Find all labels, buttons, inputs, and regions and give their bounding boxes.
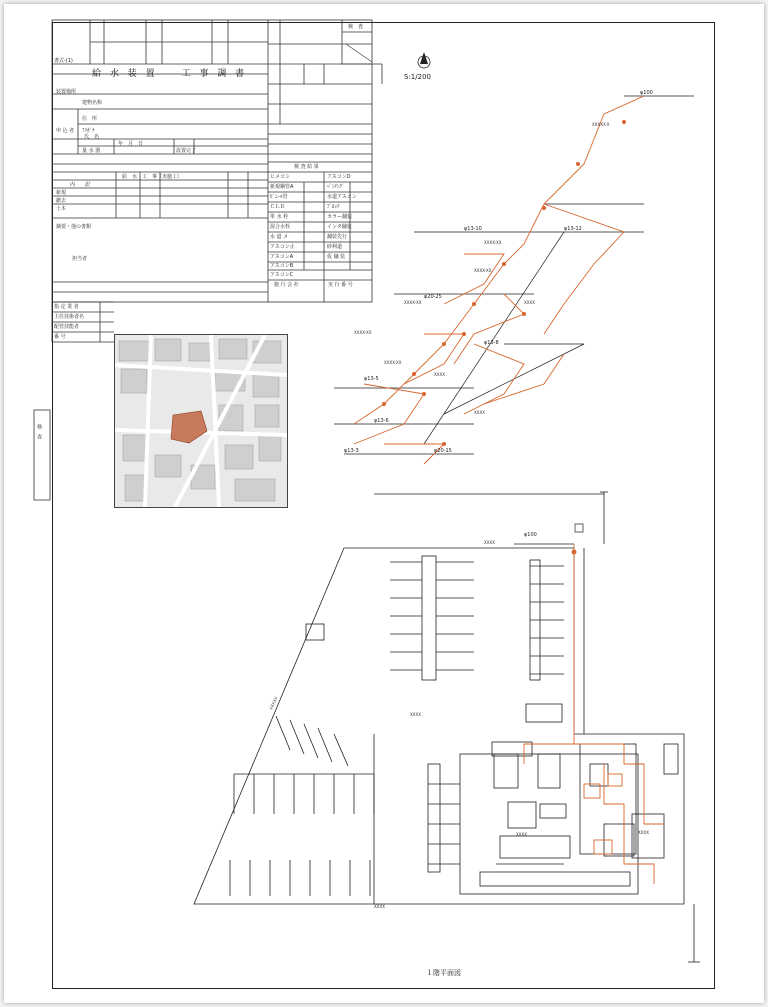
- material-item-right: 舗装先行: [327, 234, 348, 240]
- svg-text:XXXXX-X: XXXXX-X: [592, 122, 610, 127]
- floor-plan: [4, 4, 764, 1003]
- material-item-right: インタ舗装: [327, 224, 352, 230]
- label-installation-site: 装置場所: [56, 89, 77, 95]
- iso-label: φ13-10: [464, 226, 482, 232]
- stamp-label: 検 査: [36, 424, 42, 439]
- material-item: 新規鋼管A: [270, 184, 294, 190]
- svg-text:XXXX: XXXX: [434, 372, 445, 377]
- material-item-right: カラー舗装: [327, 214, 353, 220]
- iso-label: φ20-15: [434, 448, 452, 454]
- label-building-name: 建物名称: [82, 100, 103, 106]
- material-item-right: 水道アスコン: [327, 194, 357, 200]
- label-remarks: 摘要・他の書類: [56, 224, 92, 230]
- svg-text:XXXX: XXXX: [524, 300, 535, 305]
- svg-text:XXXX: XXXX: [484, 540, 495, 545]
- material-item-right: 仮 舗 装: [327, 254, 346, 260]
- iso-label: φ13-3: [344, 448, 359, 454]
- svg-text:XXXXX: XXXXX: [268, 695, 279, 711]
- document-sheet: [4, 4, 764, 1003]
- label-civil: 土木: [56, 206, 67, 212]
- label-supply-work: 給 水 工 事（実施工）: [122, 174, 183, 180]
- label-new: 新規: [56, 190, 67, 196]
- material-item: 単 水 栓: [270, 214, 289, 220]
- material-item: ﾋﾞﾆｰﾙ管: [270, 194, 288, 200]
- label-inspector: 担当者: [72, 256, 88, 262]
- iso-label: φ20-25: [424, 294, 442, 300]
- svg-text:XXXX: XXXX: [474, 410, 485, 415]
- material-item: ＣＬＢ: [270, 204, 286, 210]
- label-inspection: 検 査 結 果: [294, 164, 319, 170]
- material-item-right: ﾌﾞﾛｯｸ: [327, 204, 340, 210]
- material-item: 混合水栓: [270, 224, 291, 230]
- material-item: アスコン止: [270, 244, 295, 250]
- label-applicant: 申 込 者: [56, 128, 75, 134]
- label-name-kana: ﾌﾘｶﾞﾅ: [82, 128, 95, 134]
- label-removal: 撤去: [56, 198, 67, 204]
- hose-icon: [575, 524, 583, 532]
- pipe-main-label: φ100: [640, 90, 653, 96]
- svg-text:XXXX-XX: XXXX-XX: [354, 330, 372, 335]
- bottom-label: 実 行 番 号: [328, 282, 353, 288]
- svg-text:XXXX: XXXX: [638, 830, 649, 835]
- label-chief: 主任技術者名: [54, 314, 85, 320]
- material-item-right: アスコンD: [327, 174, 351, 180]
- material-item: アスコンC: [270, 272, 294, 278]
- material-item: アスコンA: [270, 254, 294, 260]
- iso-label: φ13-6: [374, 418, 389, 424]
- svg-text:XXXX-XX: XXXX-XX: [384, 360, 402, 365]
- label-water-meter: 量 水 器: [82, 148, 101, 154]
- material-item: ヒメコシ: [270, 174, 291, 180]
- label-name: 氏 名: [84, 134, 100, 140]
- label-address: 住 所: [82, 116, 98, 122]
- iso-label: φ13-12: [564, 226, 582, 232]
- scale-label: S:1/200: [404, 73, 431, 81]
- svg-text:XXXX: XXXX: [516, 832, 527, 837]
- label-breakdown: 内 訳: [70, 182, 91, 188]
- label-check: 検 査: [348, 24, 364, 30]
- material-item-right: ﾍﾟﾝﾁﾝｸﾞ: [327, 184, 345, 190]
- svg-text:XXXX-XX: XXXX-XX: [474, 268, 492, 273]
- material-item: 水 道 メ: [270, 234, 289, 240]
- form-title: 給 水 装 置 工 事 調 書: [92, 69, 248, 79]
- svg-text:XXXX-XX: XXXX-XX: [404, 300, 422, 305]
- iso-label: φ13-5: [364, 376, 379, 382]
- svg-text:XXXX: XXXX: [410, 712, 421, 717]
- material-item: アスコンB: [270, 263, 294, 269]
- svg-text:XXXX-XX: XXXX-XX: [484, 240, 502, 245]
- label-plumbing: 配管技能者: [54, 324, 80, 330]
- label-number: 番 号: [54, 334, 66, 340]
- form-number: 書式-(1): [54, 58, 73, 64]
- label-date: 年 月 日: [118, 141, 144, 147]
- plan-pipe-size: φ100: [524, 532, 537, 538]
- material-item-right: 砂利道: [327, 244, 343, 250]
- bottom-label: 施 行 会 社: [274, 282, 299, 288]
- iso-label: φ13-8: [484, 340, 499, 346]
- plan-title: １階平面図: [426, 969, 461, 977]
- svg-text:XXXX: XXXX: [374, 904, 385, 909]
- label-installed: 設置完了: [176, 148, 197, 154]
- label-designated: 指 定 業 者: [54, 304, 79, 310]
